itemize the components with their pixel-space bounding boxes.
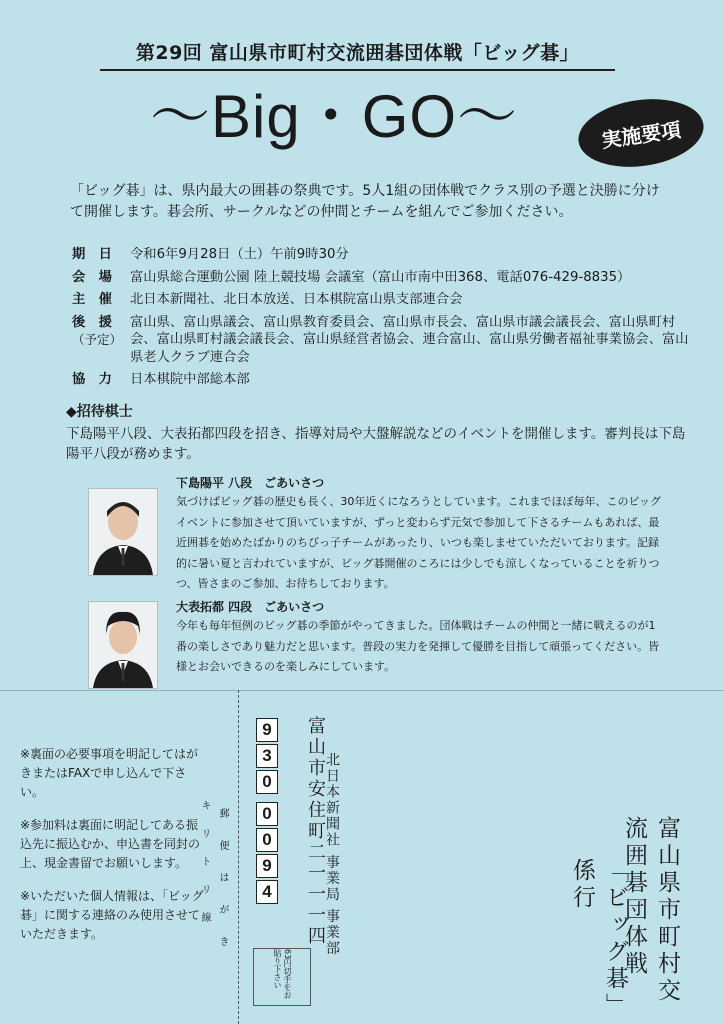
note-item: ※いただいた個人情報は、「ビッグ碁」に関する連絡のみ使用させていただきます。 <box>20 889 204 941</box>
stamp-box <box>253 948 311 1006</box>
info-table <box>72 246 692 394</box>
info-key: 協 力 <box>72 372 112 387</box>
greeting-text-ohomote: 今年も毎年恒例のビッグ碁の季節がやってきました。団体戦はチームの仲間と一緒に戦えるのが1番の楽しさであり魅力だと思います。普段の実力を発揮して優勝を目指して頑張ってください。皆様とお会いできるのを楽しみにしています。 <box>176 619 660 673</box>
postal-digit: 0 <box>256 802 278 826</box>
postcard-label: 郵便はがき <box>217 808 228 968</box>
person-icon <box>89 602 157 688</box>
subtitle: 第29回 富山県市町村交流囲碁団体戦「ビッグ碁」 <box>100 38 615 71</box>
info-value: 日本棋院中部総本部 <box>130 372 250 387</box>
info-key: 期 日 <box>72 247 112 262</box>
recipient-address: 富山市安住町二一一一四 <box>305 716 326 947</box>
recipient-name-line2: 「ビッグ碁」係行 <box>569 858 628 1020</box>
note-item: ※参加料は裏面に明記してある振込先に振込むか、申込書を同封の上、現金書留でお願いします。 <box>20 818 201 870</box>
info-row-venue <box>72 269 692 287</box>
postal-separator <box>256 796 278 800</box>
info-value: 富山県総合運動公園 陸上競技場 会議室（富山市南中田368、電話076-429-8835） <box>130 269 631 285</box>
postal-digit: 3 <box>256 744 278 768</box>
info-value: 令和6年9月28日（土）午前9時30分 <box>130 247 349 262</box>
postal-digit: 0 <box>256 770 278 794</box>
cut-line-label: キリトリ線 <box>199 800 210 940</box>
portrait-photo-ohomote <box>88 601 158 689</box>
implementation-badge: 実施要項 <box>574 92 708 175</box>
postal-digit: 4 <box>256 880 278 904</box>
info-row-cooperation <box>72 371 692 389</box>
recipient-name-line1: 富山県市町村交流囲碁団体戦 <box>621 816 680 1005</box>
note-item: ※裏面の必要事項を明記してはがきまたはFAXで申し込んで下さい。 <box>20 747 199 799</box>
guest-text: 下島陽平八段、大表拓都四段を招き、指導対局や大盤解説などのイベントを開催します。審判長は下島陽平八段が務めます。 <box>66 426 686 462</box>
postal-digit: 0 <box>256 828 278 852</box>
stamp-text: 63円切手をお貼り下さい <box>273 949 292 1000</box>
info-value: 富山県、富山県議会、富山県教育委員会、富山県市長会、富山県市議会議長会、富山県町村会、富山県町村議会議長会、富山県経営者協会、連合富山、富山県労働者福祉事業協会、富山県老人クラブ連合会 <box>130 314 689 365</box>
intro-text: 「ビッグ碁」は、県内最大の囲碁の祭典です。5人1組の団体戦でクラス別の予選と決勝に分けて開催します。碁会所、サークルなどの仲間とチームを組んでご参加ください。 <box>70 183 660 220</box>
info-value: 北日本新聞社、北日本放送、日本棋院富山県支部連合会 <box>130 292 463 307</box>
recipient-department: 北日本新聞社 事業局 事業部 <box>324 752 340 957</box>
fold-line <box>0 690 724 691</box>
main-title: 〜Big・GO〜 <box>150 83 519 150</box>
portrait-photo-shimojima <box>88 488 158 576</box>
person-icon <box>89 489 157 575</box>
greeting-text-shimojima: 気づけばビッグ碁の歴史も長く、30年近くになろうとしています。これまでほぼ毎年、このビッグイベントに参加させて頂いていますが、ずっと変わらず元気で参加して下さるチームもあれば、最近囲碁を始めたばかりのちびっ子チームがあったり、いつも楽しませていただいております。記録的に暑い夏と言われていますが、ビッグ碁開催のころには少しでも涼しくなっていることを祈りつつ、皆さまのご参加、お待ちしております。 <box>176 495 662 590</box>
postal-digit: 9 <box>256 854 278 878</box>
greeting-heading-ohomote: 大表拓都 四段 ごあいさつ <box>176 600 325 614</box>
postal-digit: 9 <box>256 718 278 742</box>
postal-code-boxes <box>256 718 278 904</box>
info-row-date <box>72 246 692 264</box>
info-row-organizer <box>72 291 692 309</box>
info-key: 会 場 <box>72 269 112 285</box>
guest-heading: ◆招待棋士 <box>66 404 133 420</box>
info-key: 主 催 <box>72 292 112 307</box>
info-row-support <box>72 314 692 367</box>
info-key: 後 援 （予定） <box>72 314 123 347</box>
greeting-heading-shimojima: 下島陽平 八段 ごあいさつ <box>176 476 325 490</box>
cut-line <box>238 690 239 1024</box>
application-notes <box>20 745 205 958</box>
